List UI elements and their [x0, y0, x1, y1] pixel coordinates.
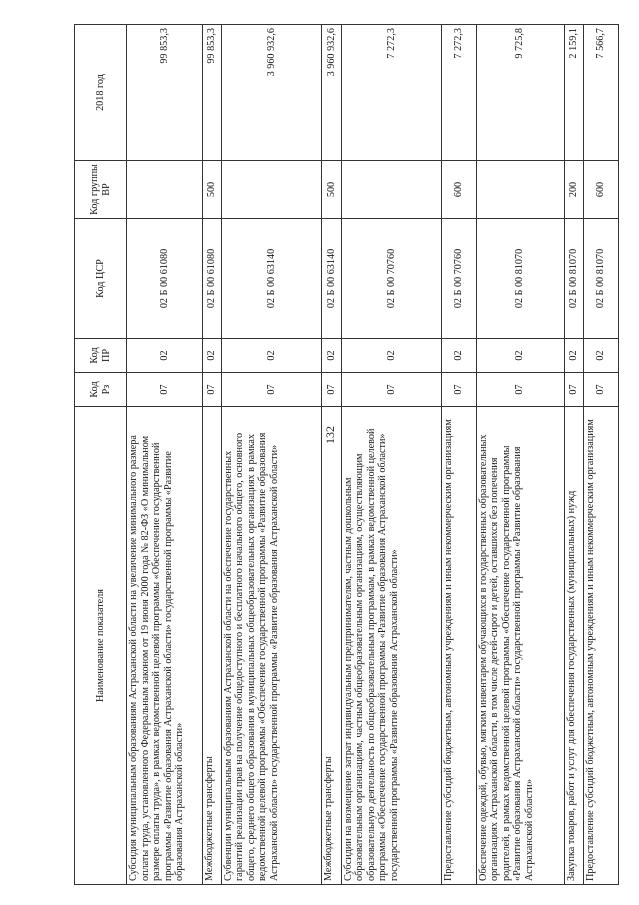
- row-csr: 02 Б 00 70760: [341, 219, 441, 339]
- row-csr: 02 Б 00 81070: [584, 219, 619, 339]
- row-pr: 02: [564, 339, 583, 373]
- header-name: Наименование показателя: [75, 407, 127, 885]
- rotated-table-wrapper: [74, 25, 619, 885]
- row-rz: 07: [441, 373, 476, 407]
- row-rz: 07: [564, 373, 583, 407]
- budget-table: [74, 24, 619, 885]
- table-row: [584, 25, 619, 885]
- row-csr: 02 Б 00 63140: [322, 219, 341, 339]
- row-rz: 07: [584, 373, 619, 407]
- row-name: Субсидия муниципальным образованиям Астраханской области на увеличение минимального размера оплаты труда, установленного Федеральным законом от 19 июня 2000 года № 82-ФЗ «О минимальном размере оплаты труда», в рамках ведомственной целевой программы «Обеспечение государственной программы «Развитие образования Астраханской области» государственной программы «Развитие образования Астраханской области»: [127, 407, 203, 885]
- table-header-row: [75, 25, 127, 885]
- table-row: [441, 25, 476, 885]
- row-rz: 07: [476, 373, 564, 407]
- row-pr: 02: [441, 339, 476, 373]
- row-pr: 02: [221, 339, 321, 373]
- table-row: [341, 25, 441, 885]
- header-vr: Код группы ВР: [75, 161, 127, 219]
- row-vr: 500: [202, 161, 221, 219]
- row-vr: 600: [584, 161, 619, 219]
- row-sum: 3 960 932,6: [322, 25, 341, 161]
- header-pr: Код ПР: [75, 339, 127, 373]
- row-pr: 02: [127, 339, 203, 373]
- header-csr: Код ЦСР: [75, 219, 127, 339]
- row-name: Межбюджетные трансферты: [322, 407, 341, 885]
- row-pr: 02: [476, 339, 564, 373]
- row-sum: 3 960 932,6: [221, 25, 321, 161]
- row-name: Обеспечение одеждой, обувью, мягким инвентарем обучающихся в государственных образовательных организациях Астраханской области, в том числе детей-сирот и детей, оставшихся без попечения родителей, в рамках ведомственной целевой программы «Обеспечение государственной программы «Развитие образования Астраханской области» государственной программы «Развитие образования Астраханской области»: [476, 407, 564, 885]
- row-vr: [476, 161, 564, 219]
- row-name: Закупка товаров, работ и услуг для обеспечения государственных (муниципальных) нужд: [564, 407, 583, 885]
- table-row: [202, 25, 221, 885]
- table-row: [127, 25, 203, 885]
- row-sum: 9 725,8: [476, 25, 564, 161]
- row-name: Межбюджетные трансферты: [202, 407, 221, 885]
- row-rz: 07: [127, 373, 203, 407]
- row-rz: 07: [202, 373, 221, 407]
- row-vr: [341, 161, 441, 219]
- row-csr: 02 Б 00 81070: [476, 219, 564, 339]
- row-sum: 2 159,1: [564, 25, 583, 161]
- row-sum: 7 272,3: [441, 25, 476, 161]
- row-sum: 7 272,3: [341, 25, 441, 161]
- row-csr: 02 Б 00 81070: [564, 219, 583, 339]
- row-pr: 02: [322, 339, 341, 373]
- row-name: Субвенции муниципальным образованиям Астраханской области на обеспечение государственных гарантий реализации прав на получение общедоступного и бесплатного начального общего, основного общего, среднего общего образования в муниципальных общеобразовательных организациях в рамках ведомственной целевой программы «Обеспечение государственной программы «Развитие образования Астраханской области» государственной программы «Развитие образования Астраханской области»: [221, 407, 321, 885]
- row-csr: 02 Б 00 70760: [441, 219, 476, 339]
- row-vr: 200: [564, 161, 583, 219]
- row-pr: 02: [341, 339, 441, 373]
- table-row: [476, 25, 564, 885]
- row-csr: 02 Б 00 61080: [202, 219, 221, 339]
- row-vr: [221, 161, 321, 219]
- row-name: Субсидии на возмещение затрат индивидуальным предпринимателям, частным дошкольным образовательным организациям, частным общеобразовательным организациям, осуществляющим образовательную деятельность по общеобразовательным программам, в рамках ведомственной целевой программы «Обеспечение государственной программы «Развитие образования Астраханской области» государственной программы «Развитие образования Астраханской области»: [341, 407, 441, 885]
- row-rz: 07: [322, 373, 341, 407]
- row-vr: 500: [322, 161, 341, 219]
- budget-table-sheet: [74, 25, 619, 885]
- row-rz: 07: [221, 373, 321, 407]
- table-row: [221, 25, 321, 885]
- row-vr: [127, 161, 203, 219]
- row-vr: 600: [441, 161, 476, 219]
- header-sum: 2018 год: [75, 25, 127, 161]
- row-sum: 7 566,7: [584, 25, 619, 161]
- row-pr: 02: [584, 339, 619, 373]
- table-row: [564, 25, 583, 885]
- row-pr: 02: [202, 339, 221, 373]
- page-number: 132: [323, 426, 337, 444]
- table-row: [322, 25, 341, 885]
- row-csr: 02 Б 00 61080: [127, 219, 203, 339]
- row-name: Предоставление субсидий бюджетным, автономным учреждениям и иным некоммерческим организациям: [584, 407, 619, 885]
- row-sum: 99 853,3: [127, 25, 203, 161]
- row-name: Предоставление субсидий бюджетным, автономным учреждениям и иным некоммерческим организациям: [441, 407, 476, 885]
- row-csr: 02 Б 00 63140: [221, 219, 321, 339]
- row-rz: 07: [341, 373, 441, 407]
- header-rz: Код Рз: [75, 373, 127, 407]
- row-sum: 99 853,3: [202, 25, 221, 161]
